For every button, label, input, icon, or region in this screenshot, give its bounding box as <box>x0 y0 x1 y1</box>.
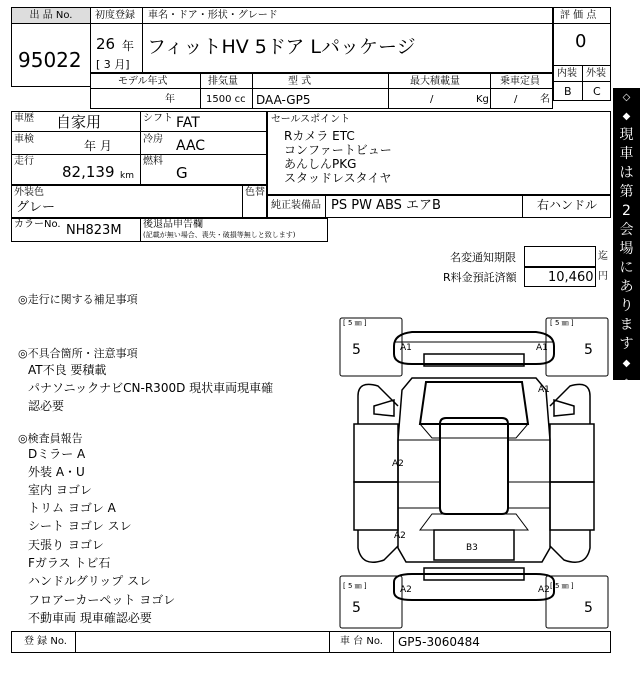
sales-point-3: あんしんPKG <box>284 157 357 171</box>
banner-char-4: は <box>619 165 634 181</box>
history-value: 自家用 <box>56 113 102 131</box>
footer-box <box>11 631 611 653</box>
max-load-slash: / <box>430 94 434 105</box>
damage-mark-3: A1 <box>538 385 550 395</box>
damage-mark-8: A2 <box>538 585 550 595</box>
inspector-line-7: Fガラス トビ石 <box>28 556 111 570</box>
inspector-line-4: トリム ヨゴレ A <box>28 501 116 515</box>
type-value: DAA-GP5 <box>256 93 311 107</box>
mileage-unit: km <box>120 171 134 181</box>
banner-char-3: 車 <box>619 146 634 162</box>
mileage-label: 走行 <box>14 156 34 167</box>
tire-fr: 5 <box>584 342 593 358</box>
steering-value: 右ハンドル <box>537 198 598 212</box>
banner-char-15: ◇ <box>622 377 631 388</box>
defect-line-2: パナソニックナビCN-R300D 現状車両現車確 <box>28 381 274 395</box>
interior-label: 内装 <box>557 68 577 79</box>
exterior-label: 外装 <box>586 68 606 79</box>
fuel-label: 燃料 <box>143 156 163 167</box>
color-no-value: NH823M <box>66 223 122 238</box>
tire-rr: 5 <box>584 600 593 616</box>
banner-char-13: す <box>619 336 634 352</box>
lot-number: 95022 <box>18 48 82 72</box>
sales-point-2: コンファートビュー <box>284 143 392 157</box>
displacement-label: 排気量 <box>208 76 238 87</box>
tire-label-fr: [ 5 ㎜ ] <box>550 319 574 327</box>
color-no-label: カラーNo. <box>14 219 61 230</box>
details-box <box>11 111 267 185</box>
car-name-label: 車名・ドア・形状・グレード <box>148 10 278 21</box>
damage-mark-2: A1 <box>536 343 548 353</box>
displacement-value: 1500 cc <box>206 94 246 105</box>
car-damage-diagram <box>338 316 610 632</box>
first-reg-month: [ 3 月] <box>96 58 130 71</box>
banner-char-10: あ <box>619 279 634 295</box>
banner-char-14: ◆ <box>622 358 631 369</box>
banner-char-12: ま <box>619 317 634 333</box>
shift-label: シフト <box>143 113 173 124</box>
defect-line-1: AT不良 要積載 <box>28 363 107 377</box>
defects-label: ◎不具合箇所・注意事項 <box>18 347 138 360</box>
ac-label: 冷房 <box>143 134 163 145</box>
inspector-line-1: Dミラー A <box>28 447 86 461</box>
chassis-label: 車 台 No. <box>340 636 383 647</box>
venue-notice-banner <box>613 88 640 388</box>
ext-color-value: グレー <box>16 200 56 215</box>
inspection-label: 車検 <box>14 134 34 145</box>
inspector-line-2: 外装 A・U <box>28 465 85 479</box>
first-reg-label: 初度登録 <box>95 10 135 21</box>
genuine-label: 純正装備品 <box>271 200 321 211</box>
color-change-label: 色替 <box>245 187 265 198</box>
model-year-label: モデル年式 <box>118 76 168 87</box>
interior-grade: B <box>564 85 572 98</box>
chassis-value: GP5-3060484 <box>398 635 480 649</box>
deadline-box <box>524 246 596 267</box>
ac-value: AAC <box>176 138 206 154</box>
tire-label-rr: [ 5 ㎜ ] <box>550 582 574 590</box>
banner-char-8: 場 <box>619 241 634 257</box>
damage-mark-7: A2 <box>400 585 412 595</box>
max-load-label: 最大積載量 <box>410 76 460 87</box>
capacity-label: 乗車定員 <box>500 76 540 87</box>
inspector-line-8: ハンドルグリップ スレ <box>28 574 152 588</box>
registration-label: 登 録 No. <box>24 636 67 647</box>
car-name: フィットHV 5ドア Lパッケージ <box>147 36 416 58</box>
driving-notes-label: ◎走行に関する補足事項 <box>18 293 138 306</box>
tire-label-rl: [ 5 ㎜ ] <box>343 582 367 590</box>
deadline-unit: 迄 <box>598 251 608 262</box>
recycle-value: 10,460 <box>548 270 594 285</box>
banner-char-1: ◆ <box>622 111 631 122</box>
fuel-value: G <box>176 164 188 182</box>
recycle-label: R料金預託済額 <box>443 271 517 284</box>
sales-points-label: セールスポイント <box>271 114 351 125</box>
tire-fl: 5 <box>352 342 361 358</box>
mileage-value: 82,139 <box>62 163 115 181</box>
deadline-label: 名変通知期限 <box>450 251 516 264</box>
lot-label: 出 品 No. <box>12 8 90 23</box>
sales-point-1: Rカメラ ETC <box>284 129 355 143</box>
banner-char-9: に <box>619 260 634 276</box>
banner-char-11: り <box>619 298 634 314</box>
history-label: 車歴 <box>14 113 34 124</box>
inspector-line-10: 不動車両 現車確認必要 <box>28 611 152 625</box>
damage-mark-1: A1 <box>400 343 412 353</box>
year-unit: 年 <box>122 39 135 53</box>
genuine-value: PS PW ABS エアB <box>331 198 441 213</box>
max-load-unit: Kg <box>476 94 489 105</box>
inspector-label: ◎検査員報告 <box>18 432 83 445</box>
banner-char-7: 会 <box>619 222 634 238</box>
model-year-unit: 年 <box>165 94 175 105</box>
inspection-value: 年 月 <box>84 139 112 153</box>
aftermarket-label: 後退品申告欄 <box>143 219 203 230</box>
exterior-grade: C <box>593 85 601 98</box>
inspector-line-9: フロアーカーペット ヨゴレ <box>28 593 176 607</box>
banner-char-0: ◇ <box>622 92 631 103</box>
first-reg-year: 26 <box>96 35 116 53</box>
recycle-unit: 円 <box>598 271 608 282</box>
banner-char-6: 2 <box>622 203 631 219</box>
aftermarket-note: (記載が無い場合、喪失・破損等無しと致します) <box>143 231 296 239</box>
tire-label-fl: [ 5 ㎜ ] <box>343 319 367 327</box>
damage-mark-4: A2 <box>392 459 404 469</box>
sales-point-4: スタッドレスタイヤ <box>284 171 392 185</box>
banner-char-5: 第 <box>619 184 634 200</box>
shift-value: FAT <box>176 115 200 131</box>
inspector-line-5: シート ヨゴレ スレ <box>28 519 132 533</box>
damage-mark-6: B3 <box>466 543 478 553</box>
capacity-slash: / <box>514 94 518 105</box>
inspector-line-6: 天張り ヨゴレ <box>28 538 104 552</box>
ext-color-label: 外装色 <box>14 187 44 198</box>
banner-char-2: 現 <box>619 127 634 143</box>
tire-rl: 5 <box>352 600 361 616</box>
score-value: 0 <box>575 31 587 52</box>
score-label: 評 価 点 <box>560 10 597 21</box>
damage-mark-5: A2 <box>394 531 406 541</box>
defect-line-3: 認必要 <box>28 399 65 413</box>
capacity-unit: 名 <box>540 94 550 105</box>
inspector-line-3: 室内 ヨゴレ <box>28 483 92 497</box>
type-label: 型 式 <box>288 76 312 87</box>
